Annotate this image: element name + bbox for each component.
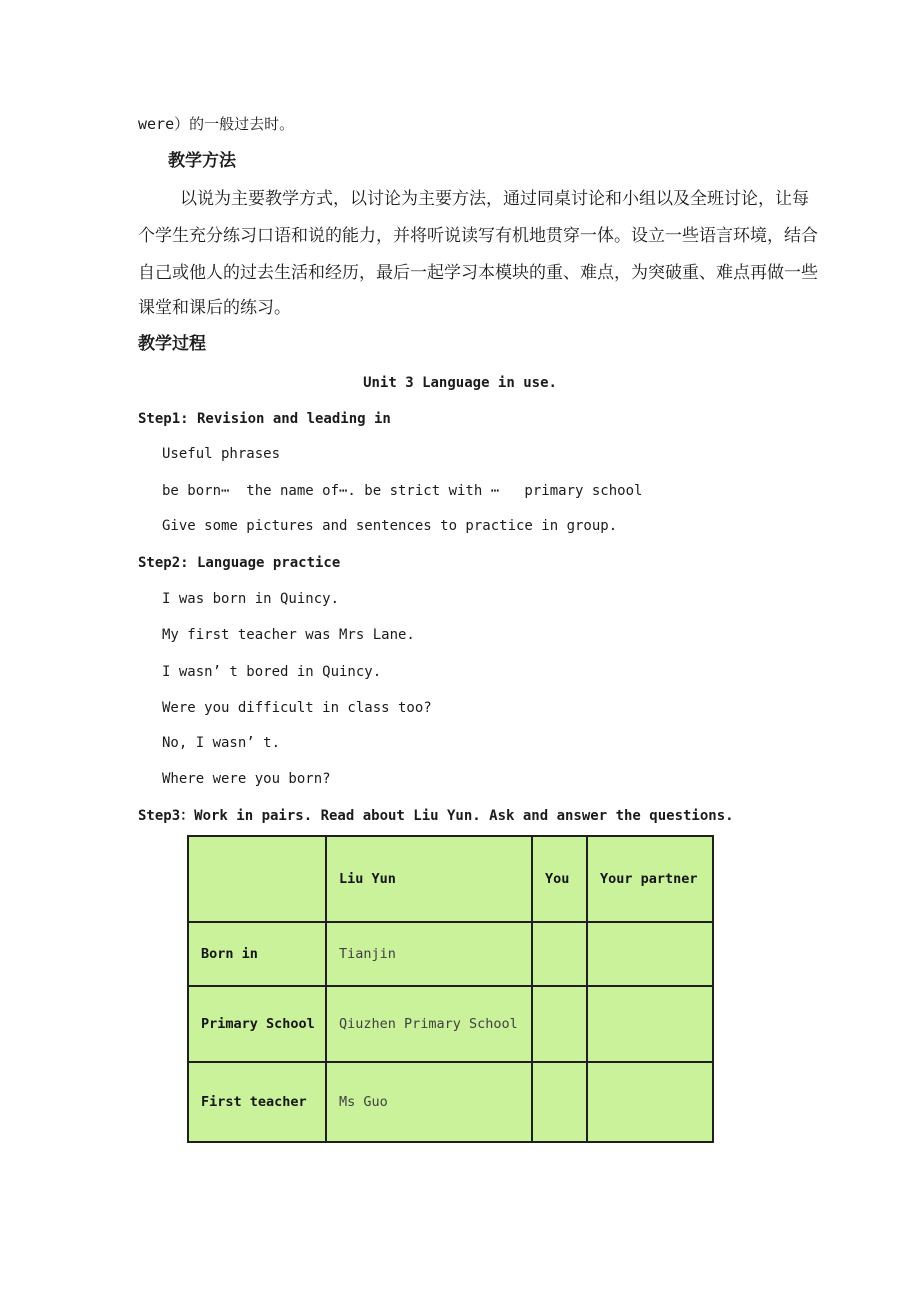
table-row-first-teacher: [188, 1062, 713, 1142]
method-paragraph-line-3: 自己或他人的过去生活和经历，最后一起学习本模块的重、难点，为突破重、难点再做一些: [138, 263, 818, 283]
step2-sentence-6: Where were you born?: [162, 771, 331, 787]
step1-practice-line: Give some pictures and sentences to practice in group.: [162, 518, 618, 534]
step1-useful-phrases-line: Useful phrases: [162, 446, 281, 462]
table-partner-primary-school: [587, 986, 713, 1062]
method-paragraph-line-4: 课堂和课后的练习。: [138, 298, 291, 318]
table-header-row: [188, 836, 713, 922]
table-value-primary-school: Qiuzhen Primary School: [326, 986, 532, 1062]
step3-heading: Step3：Work in pairs. Read about Liu Yun. Ask and answer the questions.: [138, 808, 734, 824]
step2-sentence-2: My first teacher was Mrs Lane.: [162, 627, 415, 643]
method-paragraph-line-2: 个学生充分练习口语和说的能力，并将听说读写有机地贯穿一体。设立一些语言环境，结合: [138, 226, 818, 246]
step2-sentence-4: Were you difficult in class too?: [162, 700, 432, 716]
table-header-your-partner: Your partner: [587, 836, 713, 922]
step2-sentence-1: I was born in Quincy.: [162, 591, 340, 607]
method-paragraph-line-1: 以说为主要教学方式，以讨论为主要方法，通过同桌讨论和小组以及全班讨论，让每: [180, 189, 809, 209]
table-row-born-in: [188, 922, 713, 986]
table-partner-born-in: [587, 922, 713, 986]
table-you-born-in: [532, 922, 587, 986]
table-you-first-teacher: [532, 1062, 587, 1142]
step2-sentence-3: I wasn’ t bored in Quincy.: [162, 664, 382, 680]
table-header-you: You: [532, 836, 587, 922]
table-label-first-teacher: First teacher: [188, 1062, 326, 1142]
table-row-primary-school: [188, 986, 713, 1062]
step1-phrases-line: be born⋯ the name of⋯. be strict with ⋯ primary school: [162, 483, 643, 499]
table-header-liu-yun: Liu Yun: [326, 836, 532, 922]
table-partner-first-teacher: [587, 1062, 713, 1142]
table-value-born-in: Tianjin: [326, 922, 532, 986]
step2-heading: Step2: Language practice: [138, 555, 341, 571]
intro-line: were）的一般过去时。: [138, 115, 295, 133]
table-corner-cell: [188, 836, 326, 922]
table-label-primary-school: Primary School: [188, 986, 326, 1062]
liu-yun-info-table: [187, 835, 714, 1143]
unit-title: Unit 3 Language in use.: [363, 375, 557, 391]
step1-heading: Step1: Revision and leading in: [138, 411, 391, 427]
table-label-born-in: Born in: [188, 922, 326, 986]
teaching-method-heading: 教学方法: [168, 151, 236, 171]
table-value-first-teacher: Ms Guo: [326, 1062, 532, 1142]
teaching-process-heading: 教学过程: [138, 334, 206, 354]
table-you-primary-school: [532, 986, 587, 1062]
step2-sentence-5: No, I wasn’ t.: [162, 735, 281, 751]
